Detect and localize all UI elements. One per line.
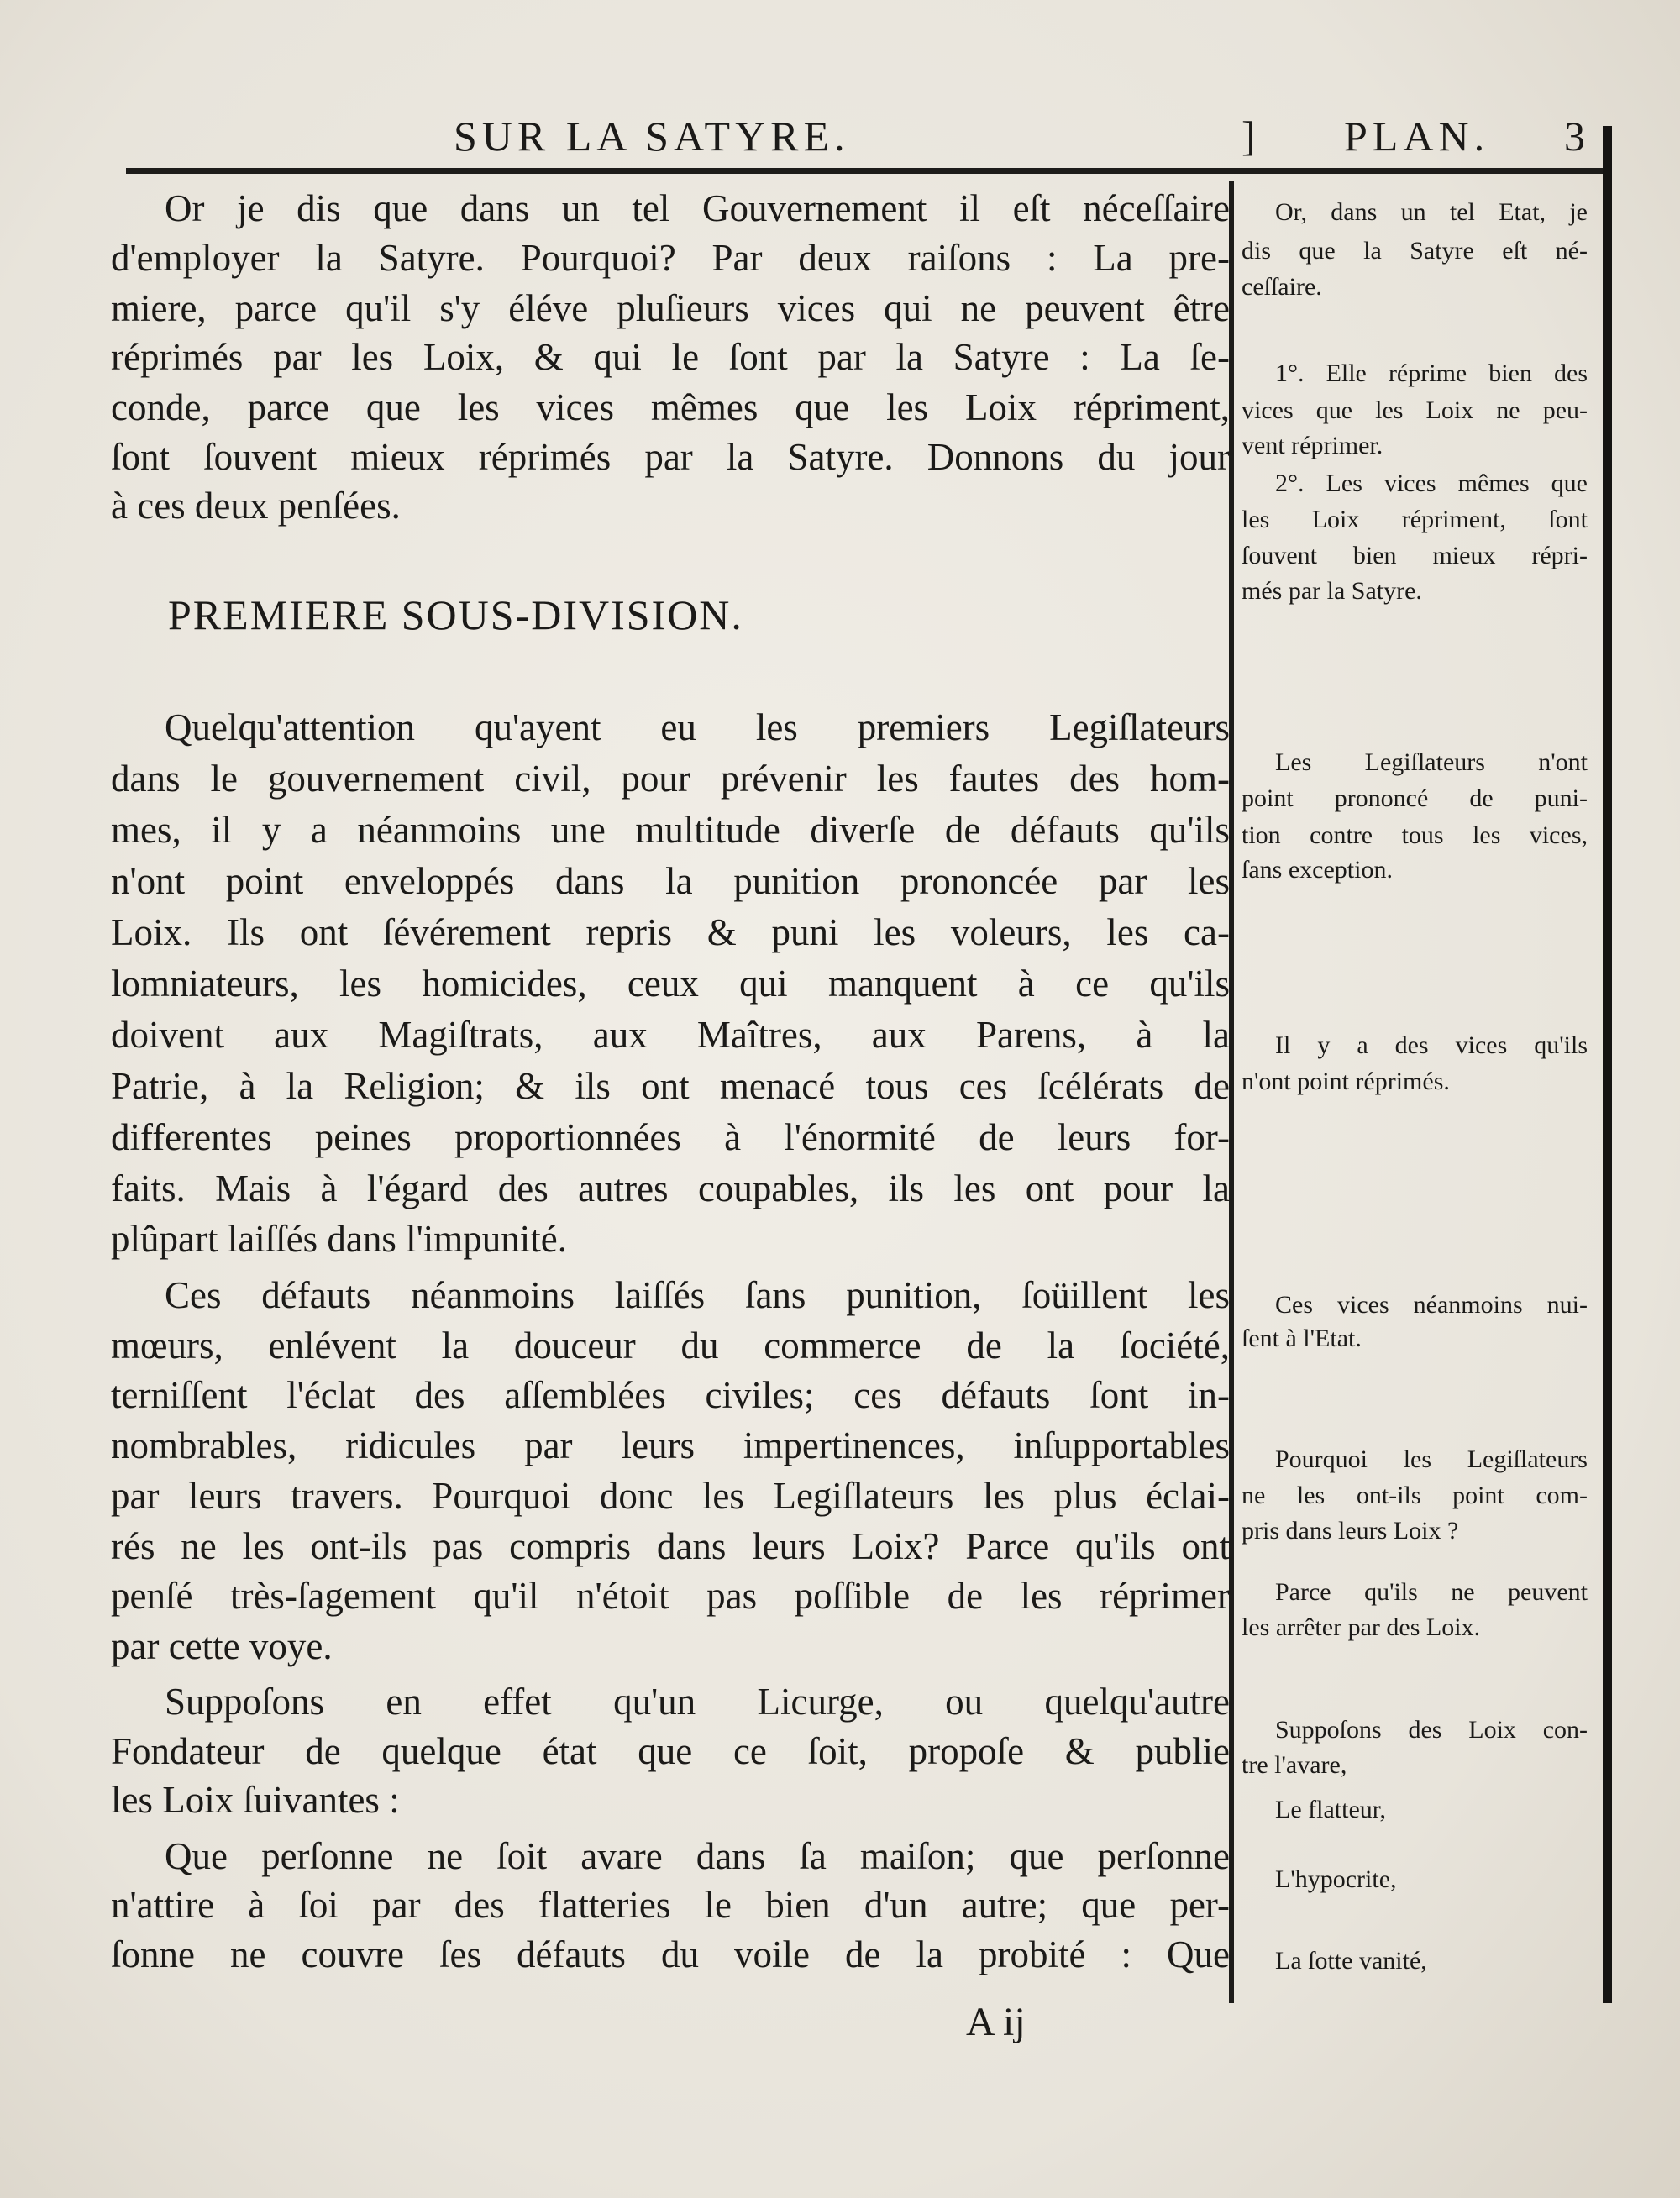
text-line: faits. Mais à l'égard des autres coupables, ils les ont pour la	[111, 1167, 1230, 1209]
text-line: ſonne ne couvre ſes défauts du voile de la probité : Que	[111, 1933, 1230, 1975]
paragraph-first-line: Quelqu'attention qu'ayent eu les premiers Legiſlateurs	[165, 706, 1230, 749]
text-line: par cette voye.	[111, 1624, 333, 1667]
text-line: ſont ſouvent mieux réprimés par la Satyre. Donnons du jour	[111, 435, 1230, 478]
margin-note-line: 1°. Elle réprime bien des	[1275, 359, 1588, 388]
text-line: réprimés par les Loix, & qui le ſont par la Satyre : La ſe-	[111, 336, 1230, 379]
signature-mark: A ij	[966, 2000, 1026, 2044]
margin-note-line: La ſotte vanité,	[1275, 1947, 1427, 1975]
margin-note-line: Or, dans un tel Etat, je	[1275, 198, 1588, 227]
margin-note-line: les arrêter par des Loix.	[1242, 1613, 1481, 1641]
margin-note-line: ne les ont-ils point com-	[1242, 1481, 1588, 1509]
right-border-rule	[1603, 126, 1612, 2003]
margin-note-line: Il y a des vices qu'ils	[1275, 1031, 1588, 1060]
section-heading: PREMIERE SOUS-DIVISION.	[168, 591, 743, 638]
text-line: terniſſent l'éclat des aſſemblées civiles; ces défauts ſont in-	[111, 1373, 1230, 1416]
text-line: plûpart laiſſés dans l'impunité.	[111, 1218, 568, 1261]
margin-note-line: L'hypocrite,	[1275, 1865, 1397, 1894]
text-line: n'ont point enveloppés dans la punition prononcée par les	[111, 859, 1230, 902]
text-line: à ces deux penſées.	[111, 485, 401, 527]
margin-note-line: 2°. Les vices mêmes que	[1275, 469, 1588, 497]
margin-note-line: Les Legiſlateurs n'ont	[1275, 748, 1588, 776]
paragraph-first-line: Suppoſons en effet qu'un Licurge, ou quelqu'autre	[165, 1681, 1230, 1723]
margin-note-line: les Loix répriment, ſont	[1242, 506, 1588, 534]
paragraph-first-line: Que perſonne ne ſoit avare dans ſa maiſon; que perſonne	[165, 1835, 1230, 1878]
margin-note-line: ſent à l'Etat.	[1242, 1324, 1362, 1352]
text-line: les Loix ſuivantes :	[111, 1779, 400, 1822]
margin-note-line: més par la Satyre.	[1242, 577, 1422, 606]
margin-note-line: Ces vices néanmoins nui-	[1275, 1290, 1588, 1319]
text-line: d'employer la Satyre. Pourquoi? Par deux raiſons : La pre-	[111, 236, 1230, 279]
margin-note-line: vent réprimer.	[1242, 431, 1383, 459]
margin-note-line: n'ont point réprimés.	[1242, 1068, 1450, 1096]
text-line: Fondateur de quelque état que ce ſoit, propoſe & publie	[111, 1729, 1230, 1772]
section-title: PLAN.	[1344, 113, 1490, 160]
header-bracket: ]	[1242, 113, 1261, 160]
text-line: nombrables, ridicules par leurs impertinences, inſupportables	[111, 1424, 1230, 1466]
paragraph-first-line: Ces défauts néanmoins laiſſés ſans punition, ſoüillent les	[165, 1274, 1230, 1317]
text-line: penſé très-ſagement qu'il n'étoit pas poſſible de les réprimer	[111, 1574, 1230, 1617]
margin-note-line: pris dans leurs Loix ?	[1242, 1516, 1459, 1545]
text-line: Patrie, à la Religion; & ils ont menacé tous ces ſcélérats de	[111, 1064, 1230, 1107]
text-line: rés ne les ont-ils pas compris dans leurs Loix? Parce qu'ils ont	[111, 1525, 1230, 1568]
text-line: mœurs, enlévent la douceur du commerce de la ſociété,	[111, 1325, 1230, 1367]
margin-note-line: ſans exception.	[1242, 856, 1393, 884]
margin-note-line: dis que la Satyre eſt né-	[1242, 236, 1588, 265]
margin-note-line: Le flatteur,	[1275, 1795, 1387, 1823]
text-line: doivent aux Magiſtrats, aux Maîtres, aux Parens, à la	[111, 1013, 1230, 1056]
text-line: differentes peines proportionnées à l'énormité de leurs for-	[111, 1115, 1230, 1158]
margin-note-line: point prononcé de puni-	[1242, 784, 1588, 813]
header-rule	[126, 168, 1611, 174]
text-line: lomniateurs, les homicides, ceux qui manquent à ce qu'ils	[111, 962, 1230, 1005]
margin-note-line: tre l'avare,	[1242, 1750, 1347, 1779]
margin-note-line: ſouvent bien mieux répri-	[1242, 542, 1588, 570]
text-line: par leurs travers. Pourquoi donc les Legiſlateurs les plus éclai-	[111, 1474, 1230, 1517]
text-line: miere, parce qu'il s'y éléve pluſieurs vices qui ne peuvent être	[111, 286, 1230, 329]
margin-note-line: ceſſaire.	[1242, 272, 1322, 301]
text-line: Loix. Ils ont ſévérement repris & puni les voleurs, les ca-	[111, 910, 1230, 953]
text-line: n'attire à ſoi par des flatteries le bien d'un autre; que per-	[111, 1884, 1230, 1927]
text-line: dans le gouvernement civil, pour prévenir les fautes des hom-	[111, 758, 1230, 800]
margin-note-line: Pourquoi les Legiſlateurs	[1275, 1445, 1588, 1473]
page-number: 3	[1564, 113, 1590, 160]
text-line: mes, il y a néanmoins une multitude diverſe de défauts qu'ils	[111, 808, 1230, 851]
margin-note-line: Parce qu'ils ne peuvent	[1275, 1578, 1588, 1607]
text-line: conde, parce que les vices mêmes que les Loix répriment,	[111, 386, 1230, 429]
margin-note-line: vices que les Loix ne peu-	[1242, 396, 1588, 424]
running-title: SUR LA SATYRE.	[454, 113, 850, 160]
paragraph-first-line: Or je dis que dans un tel Gouvernement il eſt néceſſaire	[165, 187, 1230, 230]
margin-note-line: tion contre tous les vices,	[1242, 821, 1588, 849]
margin-note-line: Suppoſons des Loix con-	[1275, 1715, 1588, 1744]
